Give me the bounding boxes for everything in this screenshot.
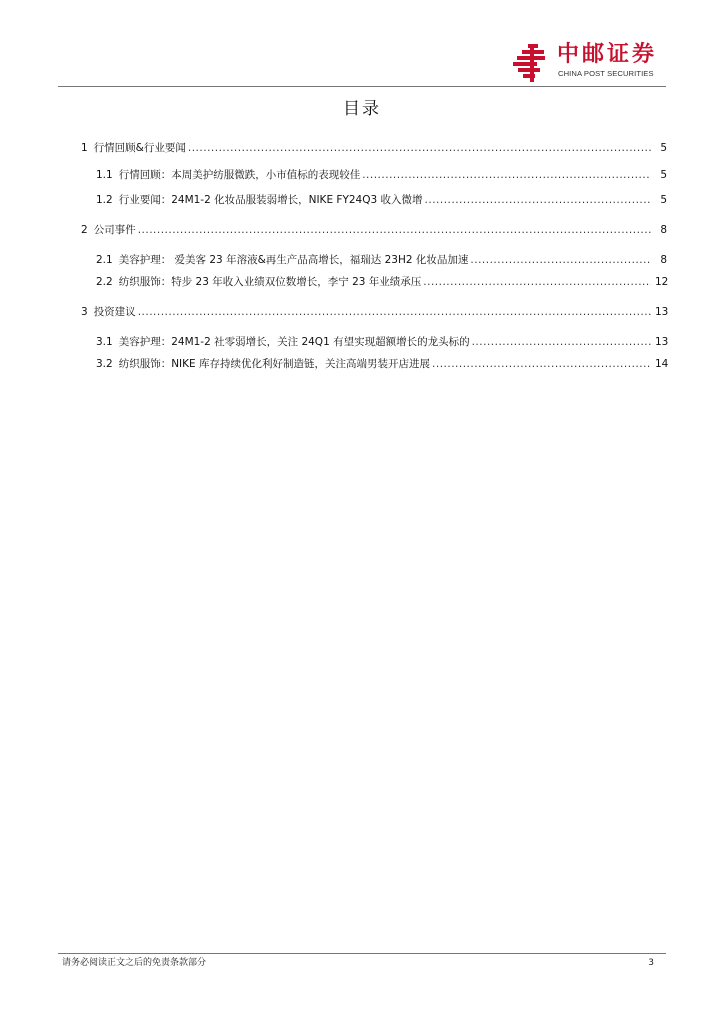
toc-entry-text: 行业要闻：24M1-2 化妆品服装弱增长，NIKE FY24Q3 收入微增 xyxy=(118,194,423,206)
toc-entry-section-2[interactable] xyxy=(81,223,667,237)
toc-entry-number: 3.1 xyxy=(96,336,113,348)
toc-dot-leader xyxy=(432,357,651,371)
toc-entry-text: 公司事件 xyxy=(93,224,136,236)
toc-entry-number: 3 xyxy=(81,306,88,318)
toc-entry-section-1-2[interactable] xyxy=(96,193,667,207)
toc-dot-leader xyxy=(188,141,651,155)
toc-entry-page: 13 xyxy=(655,336,669,348)
toc-entry-page: 12 xyxy=(655,276,669,288)
header-divider xyxy=(58,86,666,87)
china-post-securities-logo-icon xyxy=(513,44,549,82)
toc-entry-section-1[interactable] xyxy=(81,141,667,155)
toc-entry-number: 2.1 xyxy=(96,254,113,266)
toc-entry-page: 8 xyxy=(660,224,667,236)
toc-entry-section-3-1[interactable] xyxy=(96,335,667,349)
toc-entry-page: 5 xyxy=(660,169,667,181)
toc-entry-number: 2.2 xyxy=(96,276,113,288)
toc-entry-text: 行情回顾&行业要闻 xyxy=(93,142,186,154)
toc-entry-section-3[interactable] xyxy=(81,305,667,319)
toc-entry-text: 行情回顾：本周美护纺服微跌，小市值标的表现较佳 xyxy=(118,169,361,181)
toc-entry-page: 13 xyxy=(655,306,669,318)
toc-entry-text: 纺织服饰：特步 23 年收入业绩双位数增长，李宁 23 年业绩承压 xyxy=(118,276,422,288)
toc-title: 目录 xyxy=(343,99,381,119)
toc-dot-leader xyxy=(470,253,651,267)
toc-entry-number: 1.2 xyxy=(96,194,113,206)
toc-entry-section-2-1[interactable] xyxy=(96,253,667,267)
toc-entry-number: 1.1 xyxy=(96,169,113,181)
toc-entry-text: 投资建议 xyxy=(93,306,136,318)
toc-entry-text: 美容护理：24M1-2 社零弱增长，关注 24Q1 有望实现超额增长的龙头标的 xyxy=(118,336,470,348)
toc-dot-leader xyxy=(362,168,651,182)
toc-entry-section-2-2[interactable] xyxy=(96,275,667,289)
toc-entry-page: 5 xyxy=(660,142,667,154)
footer-disclaimer: 请务必阅读正文之后的免责条款部分 xyxy=(62,958,207,968)
brand-name-english: CHINA POST SECURITIES xyxy=(558,69,654,78)
toc-entry-text: 美容护理： 爱美客 23 年溶液&再生产品高增长，福瑞达 23H2 化妆品加速 xyxy=(118,254,469,266)
toc-entry-number: 1 xyxy=(81,142,88,154)
toc-dot-leader xyxy=(138,223,651,237)
footer-divider xyxy=(58,953,666,954)
page-number: 3 xyxy=(648,958,654,968)
toc-entry-number: 3.2 xyxy=(96,358,113,370)
toc-entry-section-3-2[interactable] xyxy=(96,357,667,371)
toc-dot-leader xyxy=(425,193,651,207)
brand-name-chinese: 中邮证券 xyxy=(557,42,658,67)
toc-entry-text: 纺织服饰：NIKE 库存持续优化利好制造链，关注高端男装开店进展 xyxy=(118,358,431,370)
toc-dot-leader xyxy=(423,275,651,289)
toc-entry-page: 14 xyxy=(655,358,669,370)
toc-dot-leader xyxy=(138,305,651,319)
toc-entry-section-1-1[interactable] xyxy=(96,168,667,182)
toc-entry-number: 2 xyxy=(81,224,88,236)
toc-entry-page: 8 xyxy=(660,254,667,266)
toc-dot-leader xyxy=(472,335,651,349)
toc-entry-page: 5 xyxy=(660,194,667,206)
